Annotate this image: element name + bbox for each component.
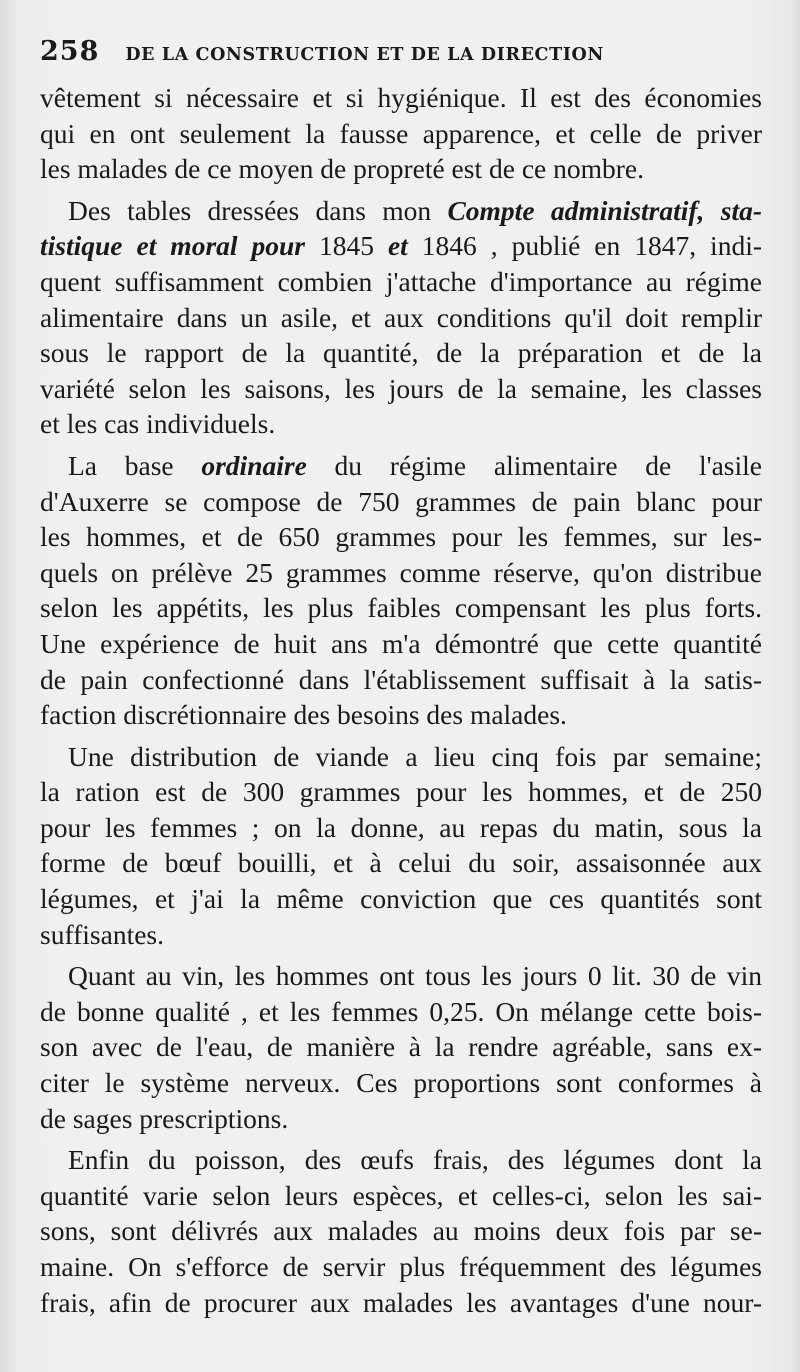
text-line: tistique et moral pour 1845 et 1846 , publié en 1847, indi- — [40, 230, 762, 262]
text-line: faction discrétionnaire des besoins des malades. — [40, 699, 567, 731]
text-line: la ration est de 300 grammes pour les hommes, et de 250 — [40, 776, 762, 808]
text-line: La base ordinaire du régime alimentaire de l'asile — [68, 449, 762, 481]
paragraph — [40, 448, 762, 733]
text-line: selon les appétits, les plus faibles compensant les plus forts. — [40, 592, 762, 624]
text-line: maine. On s'efforce de servir plus fréquemment des légumes — [40, 1251, 762, 1282]
italic-text: et — [387, 230, 408, 262]
text-line: forme de bœuf bouilli, et à celui du soir, assaisonnée aux — [40, 847, 762, 879]
text-line: suffisantes. — [40, 918, 164, 950]
text-line: de bonne qualité , et les femmes 0,25. On mélange cette bois- — [40, 995, 762, 1027]
paragraph — [40, 1142, 762, 1320]
italic-text: ordinaire — [201, 449, 307, 481]
text-line: Quant au vin, les hommes ont tous les jours 0 lit. 30 de vin — [68, 960, 762, 992]
text-line: qui en ont seulement la fausse apparence, et celle de priver — [40, 117, 762, 149]
text-line: Des tables dressées dans mon Compte administratif, sta- — [68, 194, 762, 226]
text-line: quent suffisamment combien j'attache d'importance au régime — [40, 265, 762, 297]
text-line: son avec de l'eau, de manière à la rendre agréable, sans ex- — [40, 1031, 762, 1063]
text-line: Une expérience de huit ans m'a démontré que cette quantité — [40, 627, 762, 659]
text-line: frais, afin de procurer aux malades les avantages d'une nour- — [40, 1286, 762, 1318]
text-line: d'Auxerre se compose de 750 grammes de pain blanc pour — [40, 485, 762, 517]
text-line: quels on prélève 25 grammes comme réserve, qu'on distribue — [40, 556, 762, 588]
text-line: sous le rapport de la quantité, de la préparation et de la — [40, 337, 762, 369]
paragraph — [40, 739, 762, 953]
page-footer — [40, 1352, 760, 1364]
italic-text: tistique et moral pour — [40, 230, 305, 262]
text-line: pour les femmes ; on la donne, au repas du matin, sous la — [40, 811, 762, 843]
page-number: 258 — [40, 36, 100, 67]
page-header — [40, 36, 760, 76]
text-line: de pain confectionné dans l'établissement suffisait à la satis- — [40, 663, 762, 695]
text-line: les hommes, et de 650 grammes pour les femmes, sur les- — [40, 521, 762, 553]
text-line: légumes, et j'ai la même conviction que ces quantités sont — [40, 883, 762, 915]
paragraph — [40, 958, 762, 1136]
italic-text: Compte administratif, sta- — [447, 194, 762, 226]
text-line: et les cas individuels. — [40, 408, 276, 440]
paragraph — [40, 193, 762, 442]
text-line: Enfin du poisson, des œufs frais, des légumes dont la — [68, 1144, 762, 1176]
text-line: sons, sont délivrés aux malades au moins deux fois par se- — [40, 1215, 762, 1247]
paragraph — [40, 80, 762, 187]
text-line: citer le système nerveux. Ces proportions sont conformes à — [40, 1067, 762, 1099]
text-line: vêtement si nécessaire et si hygiénique. Il est des économies — [40, 82, 762, 113]
running-head: DE LA CONSTRUCTION ET DE LA DIRECTION — [125, 45, 604, 65]
text-line: de sages prescriptions. — [40, 1102, 289, 1134]
text-line: quantité varie selon leurs espèces, et celles-ci, selon les sai- — [40, 1179, 762, 1211]
text-line: alimentaire dans un asile, et aux conditions qu'il doit remplir — [40, 301, 762, 333]
body-text — [40, 80, 762, 1320]
text-line: Une distribution de viande a lieu cinq fois par semaine; — [68, 740, 762, 772]
text-line: les malades de ce moyen de propreté est de ce nombre. — [40, 153, 644, 185]
text-line: variété selon les saisons, les jours de la semaine, les classes — [40, 372, 762, 404]
